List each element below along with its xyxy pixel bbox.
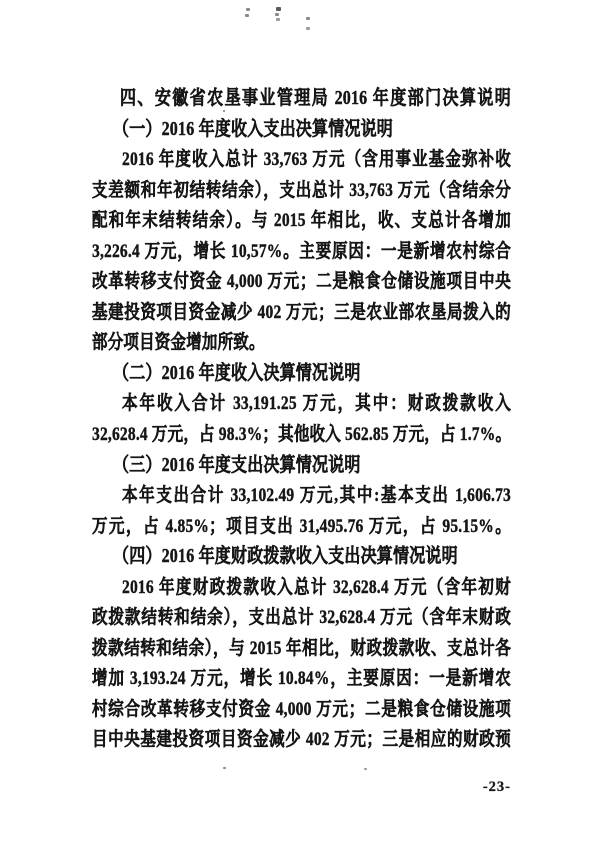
scan-artifact-dot xyxy=(246,8,250,11)
paragraph-line: 村综合改革转移支付资金 4,000 万元；二是粮食仓储设施项 xyxy=(92,698,511,720)
paragraph-line: 32,628.4 万元，占 98.3%；其他收入 562.85 万元，占 1.7%。 xyxy=(92,423,511,445)
paragraph-line: 2016 年度收入总计 33,763 万元（含用事业基金弥补收 xyxy=(122,149,511,170)
paragraph-line: 改革转移支付资金 4,000 万元；二是粮食仓储设施项目中央 xyxy=(92,271,511,292)
scan-artifact-dot xyxy=(223,767,226,769)
scan-artifact-dot xyxy=(276,7,281,11)
paragraph-line: 基建投资项目资金减少 402 万元；三是农业部农垦局拨入的 xyxy=(92,301,511,323)
paragraph-line: 2016 年度财政拨款收入总计 32,628.4 万元（含年初财 xyxy=(122,576,511,598)
document-title: 四、安徽省农垦事业管理局 2016 年度部门决算说明 xyxy=(120,87,511,109)
paragraph-line: 增加 3,193.24 万元，增长 10.84%，主要原因：一是新增农 xyxy=(92,668,511,690)
paragraph-line: 配和年末结转结余）。与 2015 年相比，收、支总计各增加 xyxy=(92,210,511,231)
section-1-heading: （一）2016 年度收入支出决算情况说明 xyxy=(113,118,394,140)
paragraph-line: 本年收入合计 33,191.25 万元，其中：财政拨款收入 xyxy=(122,393,511,415)
section-3-heading: （三）2016 年度支出决算情况说明 xyxy=(113,454,361,476)
scan-artifact-dot xyxy=(276,18,280,21)
paragraph-line: 拨款结转和结余），与 2015 年相比，财政拨款收、支总计各 xyxy=(92,637,511,659)
scan-artifact-dot xyxy=(306,27,310,30)
paragraph-line: 本年支出合计 33,102.49 万元,其中:基本支出 1,606.73 xyxy=(122,485,511,506)
section-4-heading: （四）2016 年度财政拨款收入支出决算情况说明 xyxy=(113,546,458,567)
paragraph-line: 目中央基建投资项目资金减少 402 万元；三是相应的财政预 xyxy=(92,729,511,751)
paragraph-line: 支差额和年初结转结余），支出总计 33,763 万元（含结余分 xyxy=(92,179,511,201)
scan-artifact-dot xyxy=(245,14,249,17)
page-number: -23- xyxy=(482,779,511,795)
document-body xyxy=(92,84,511,756)
paragraph-line: 部分项目资金增加所致。 xyxy=(92,332,265,354)
section-2-heading: （二）2016 年度收入决算情况说明 xyxy=(113,362,361,384)
scan-artifact-dot xyxy=(275,13,279,16)
paragraph-line: 政拨款结转和结余），支出总计 32,628.4 万元（含年末财政 xyxy=(92,607,511,628)
scan-artifact-dot xyxy=(306,17,310,20)
paragraph-line: 万元，占 4.85%；项目支出 31,495.76 万元，占 95.15%。 xyxy=(92,515,511,537)
paragraph-line: 3,226.4 万元，增长 10,57%。主要原因：一是新增农村综合 xyxy=(92,240,511,262)
scan-artifact-dot xyxy=(364,768,367,770)
